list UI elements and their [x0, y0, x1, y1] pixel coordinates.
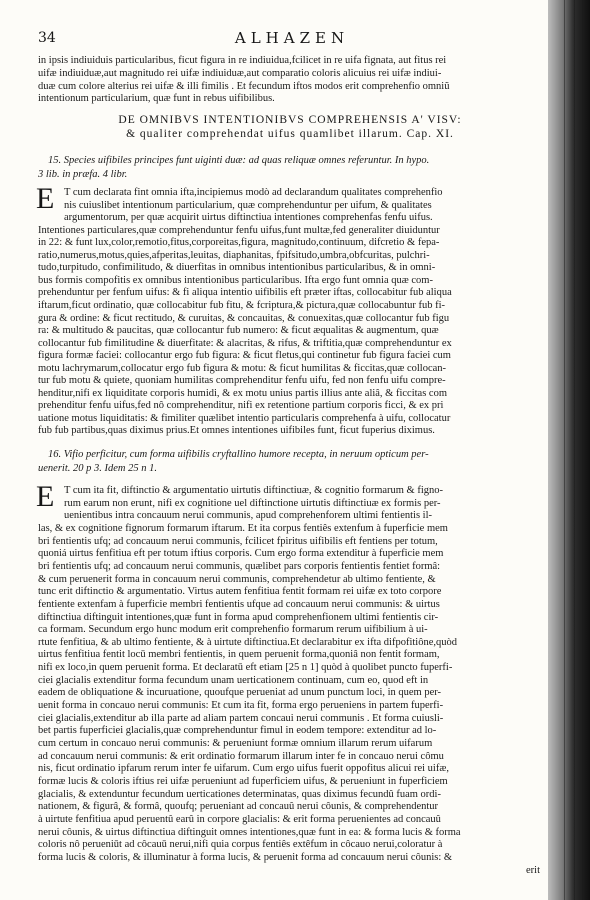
paragraph-line: coloris nô perueniūt ad côcauū nerui,nifi quia corpus fentiês extêfum in côcauo nerui,coloratur à [38, 839, 443, 851]
paragraph-line: collocantur fub fimilitudine & diuerfitate: & alacritas, & rifus, & triftitia,quæ comprehenduntur ex [38, 337, 452, 349]
paragraph-line: gura & ordine: & ficut rectitudo, & curuitas, & concauitas, & conuexitas,quæ collocantur fub figu [38, 312, 450, 324]
running-head: ALHAZEN [234, 29, 350, 47]
paragraph-line: forma lucis & coloris, & illuminatur à forma lucis, & peruenit forma ad concauum nerui côunis: & [38, 851, 453, 863]
paragraph-line: quoniá uirtus fenfitiua eft per totum iftius corporis. Cum ergo forma extenditur à fuperficie mem [38, 548, 444, 560]
paragraph-line: in 22: & funt lux,color,remotio,fitus,corporeitas,figura, magnitudo,continuum, difcretio & fepa- [38, 237, 440, 249]
page-header [38, 30, 546, 50]
paragraph-line: à uirtute fenfitiua apud peruentû earû in corpore glacialis: & erit forma peruenientes ad concauû [38, 813, 441, 825]
drop-capital: E [36, 182, 55, 215]
paragraph-line: motu lachrymarum,collocatur ergo fub figura & motu: & ficut humilitas & ficcitas,quæ collocan- [38, 362, 447, 374]
paragraph-line: rtute fenfitiua, & ab ultimo fentiente, & à uirtute diftinctiua.Et declarabitur ex ifta difpofitiône,quòd [38, 636, 457, 648]
paragraph-line: eadem de obliquatione & incuruatione, quoufque perueniat ad unum punctum loci, in quem per- [38, 687, 442, 699]
paragraph-line: bet partis fuperficiei glacialis,quæ comprehenduntur fimul in eodem tempore: extenditur ad lo- [38, 725, 437, 737]
paragraph-line: argumentorum, per quæ acquirit uirtus diftinctiua intentiones comprehenfas fenfu uifus. [64, 212, 433, 224]
paragraph-line: uenit forma in concauo nerui communis: Et cum ita fit, forma ergo perueniens in partem fuperfi- [38, 700, 444, 712]
text-line: in ipsis indiuiduis particularibus, ficut figura in re indiuidua,fcilicet in re uifa fignata, aut fitus rei [38, 55, 447, 66]
paragraph-line: nis cuiuslibet intentionum particularium, quæ comprehenduntur per uifum, & qualitates [64, 199, 432, 211]
paragraph-line: formæ lucis & coloris iftius rei uifæ perueniunt ad fuperficiem uifus, & perueniunt in fuperficiem [38, 775, 448, 787]
paragraph-line: uirtus fenfitiua fentit locū membri fentientis, in quem peruenit forma,quoniâ non fentit formam, [38, 649, 440, 661]
side-note-line: 16. Vifio perficitur, cum forma uifibilis cryftallino humore recepta, in neruum opticum per- [48, 449, 429, 460]
paragraph-line: nifi ex loco,in quem peruenit forma. Et declaratū eft etiam [25 n 1] quòd à quolibet puncto fuperfi- [38, 662, 453, 674]
paragraph-line: prehenditur fenfu uifus,fed nô comprehenditur, nifi ex retentione partium corporis ficci, & ex pri [38, 400, 444, 412]
catchword: erit [526, 865, 540, 876]
paragraph-line: figura formæ faciei: collocantur ergo fub figura: & ficut fletus,qui continetur fub figura faciei cum [38, 350, 451, 362]
side-note-line: uenerit. 20 p 3. Idem 25 n 1. [38, 463, 157, 474]
paragraph-line: fentiente extenfam à fuperficie membri fentientis ufque ad concauum nerui communis: & uirtus [38, 598, 440, 610]
paragraph-line: bus formis compofitis ex omnibus intentionibus particularibus. Ifta ergo funt omnia quæ com- [38, 274, 433, 286]
paragraph-line: T cum declarata fint omnia ifta,incipiemus modò ad declarandum qualitates comprehenfio [64, 187, 443, 198]
paragraph-line: tur fub motu & quiete, quoniam humilitas comprehenditur fenfu uifu, fed non fenfu uifu compre- [38, 375, 446, 387]
paragraph-line: ra: & multitudo & paucitas, quæ collocantur fub numero: & ficut æqualitas & augmentum, quæ [38, 325, 439, 337]
paragraph-line: ratio,numerus,motus,quies,afperitas,leuitas, diaphanitas, fpifsitudo,umbra,obfcuritas, pulchri- [38, 249, 430, 261]
paragraph-line: bri fentientis ufq; ad concauum nerui communis, quælibet pars corporis fentientis fentiet formâ: [38, 560, 441, 572]
paragraph-line: bri fentientis ufq; ad concauum nerui communis, fcilicet fpiritus uifibilis eft fentiens per totum, [38, 535, 438, 547]
text-line: uifæ indiuiduæ,aut magnitudo rei uifæ indiuiduæ,aut comparatio coloris alicuius rei uifæ indiui- [38, 67, 442, 79]
paragraph-line: prehenduntur per fenfum uifus: & fi aliqua intentio uifibilis eft præter iftas, collocabitur fub aliqua [38, 287, 452, 299]
paragraph-line: nis, ficut ordinatio ipfarum rerum inter fe uifarum. Cum ergo uifus fuerit oppofitus alicui rei uifæ, [38, 763, 449, 775]
paragraph-line: henditur,nifi ex liquiditate corporis humidi, & ex motu unius partis illius ante aliâ, & ficcitas com [38, 387, 447, 399]
drop-capital: E [36, 480, 55, 513]
paragraph-line: ad concauum nerui communis: & erit ordinatio formarum illarum inter fe in concauo nerui cômu [38, 750, 444, 762]
chapter-heading: DE OMNIBVS INTENTIONIBVS COMPREHENSIS A' VISV: [118, 114, 462, 126]
paragraph-line: uenientibus intra concauum nerui communis, apud comprehenforem ultimi fentientis il- [64, 510, 432, 522]
paragraph-line: nerui côunis, & uirtus diftinctiua diftinguit omnes intentiones,quæ funt in ea: & forma lucis & forma [38, 826, 461, 838]
paragraph-line: T cum ita fit, diftinctio & argumentatio uirtutis diftinctiuæ, & cognitio formarum & figno- [64, 485, 444, 496]
book-gutter-edge [548, 0, 590, 900]
page-number: 34 [38, 30, 56, 46]
paragraph-line: tudo,turpitudo, confimilitudo, & diuerfitas in omnibus intentionibus particularibus, & in omni- [38, 262, 436, 274]
side-note-line: 3 lib. in præfa. 4 libr. [38, 169, 128, 180]
text-line: intentionum particularium, quæ funt in rebus uifibilibus. [38, 93, 275, 105]
paragraph-line: nationem, & figurâ, & formâ, quoufq; perueniant ad concauû nerui côunis, & comprehendentur [38, 801, 439, 813]
paragraph-line: las, & ex cognitione fignorum formarum iftarum. Et ita corpus fentiês extenfum à fuperficie mem [38, 522, 448, 534]
paragraph-line: ciei glacialis extenditur forma fecundum unam uerticationem continuam, cum eo, quod eft in [38, 674, 429, 686]
chapter-heading: & qualiter comprehendat uifus quamlibet illarum. Cap. XI. [126, 128, 454, 140]
paragraph-line: ciei glacialis,extenditur ab illa parte ad aliam partem concaui nerui communis . Et forma cuiusli- [38, 712, 444, 724]
side-note-line: 15. Species uifibiles principes funt uiginti duæ: ad quas reliquæ omnes referuntur. In hypo. [48, 155, 430, 166]
paragraph-line: cum certum in concauo nerui communis: & perueniunt formæ omnium illarum rerum uifarum [38, 738, 433, 749]
paragraph-line: fub fub partibus,quas diximus prius.Et omnes intentiones uifibiles funt, ficut fuperius diximus. [38, 425, 435, 437]
paragraph-line: rum earum non erunt, nifi ex cognitione uel diftinctione uirtutis diftinctiuæ ex formis per- [64, 497, 441, 509]
paragraph-line: & cum peruenerit forma in concauum nerui communis, comprehendetur ab ultimo fentiente, & [38, 573, 436, 585]
paragraph-line: ca formam. Secundum ergo hunc modum erit comprehenfio formarum rerum uifibilium à ui- [38, 624, 428, 636]
paragraph-line: uatione motus liquiditatis: & fimiliter quælibet intentio particularis comprehenfa à uifu, collocatur [38, 412, 451, 424]
paragraph-line: glacialis, & extenduntur fecundum uerticationes determinatas, quas diximus fecundû fuam ordi- [38, 788, 441, 800]
paragraph-line: Intentiones particulares,quæ comprehenduntur fenfu uifus,funt multæ,fed generaliter diuiduntur [38, 224, 440, 236]
paragraph-line: diftinctiua diftinguit intentiones,quæ funt in forma apud comprehenfionem ultimi fentientis cir- [38, 611, 439, 623]
text-line: duæ cum colore alterius rei uifæ & illi fimilis . Et fecundum iftos modos erit comprehenfio omniũ [38, 80, 450, 92]
paragraph-line: iftarum,ficut ordinatio, quæ collocabitur fub fitu, & fcriptura,& pictura,quæ collocabuntur fub fi- [38, 299, 446, 311]
paragraph-line: tunc erit diftinctio & argumentatio. Virtus autem fenfitiua fentit formam rei uifæ ex toto corpore [38, 586, 442, 598]
